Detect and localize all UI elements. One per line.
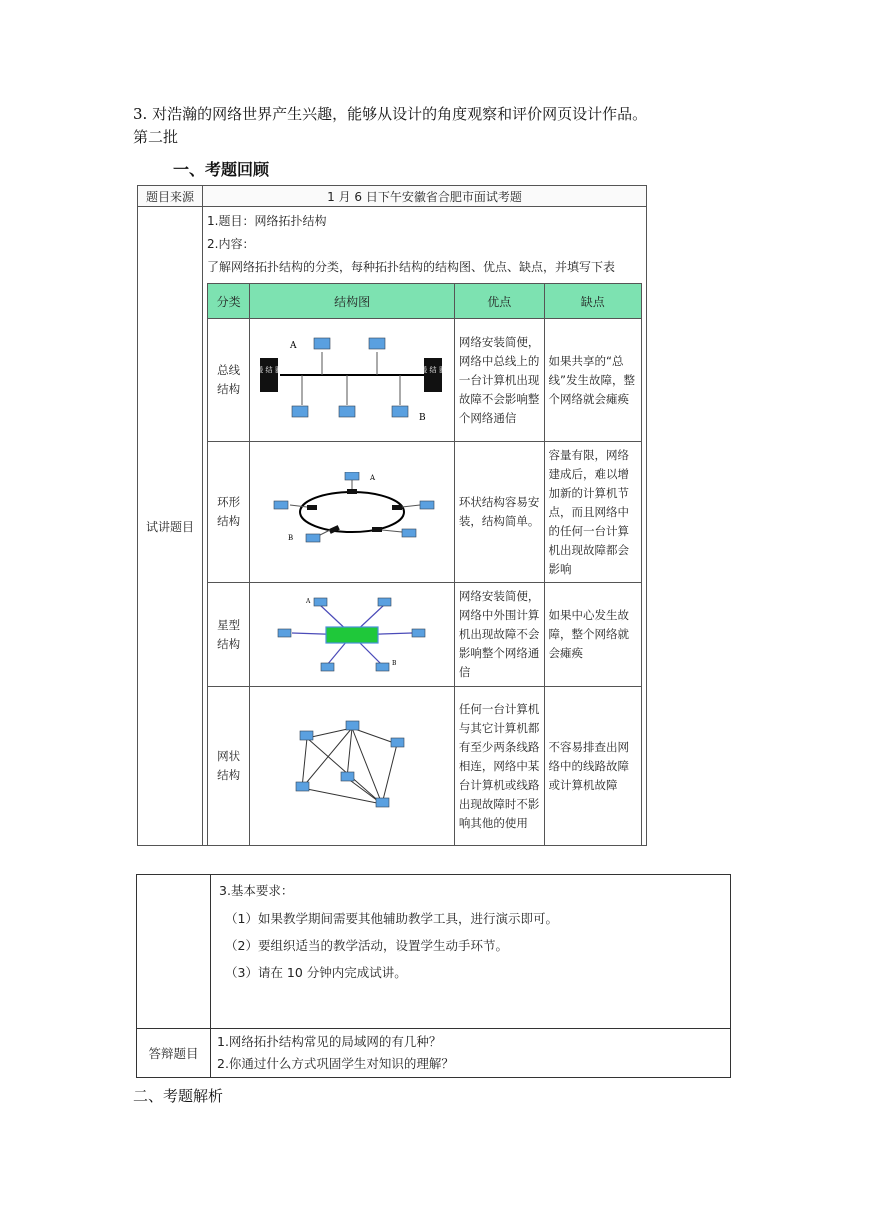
topology-row-mesh: [208, 687, 642, 846]
bus-label-a: A: [290, 341, 297, 351]
star-name-line2: 结构: [217, 636, 241, 651]
ring-label-a: A: [370, 474, 376, 482]
ring-name: [208, 442, 250, 583]
star-label-a: A: [306, 597, 311, 605]
defense-questions: [211, 1029, 731, 1078]
ring-name-line2: 结构: [217, 514, 241, 528]
topology-table: [207, 283, 642, 846]
topology-header-row: [208, 284, 642, 319]
batch-label: 第二批: [133, 128, 179, 146]
mesh-topology-diagram: [252, 716, 452, 816]
ring-pros: 环状结构容易安装，结构简单。: [454, 442, 544, 583]
bus-cons: 如果共享的“总线”发生故障，整个网络就会瘫痪: [544, 319, 641, 442]
requirements-row: [137, 875, 731, 1029]
ring-name-line1: 环形: [217, 495, 241, 509]
requirement-item-1: （1）如果教学期间需要其他辅助教学工具，进行演示即可。: [225, 911, 558, 926]
star-diagram-cell: [250, 583, 455, 687]
mesh-pros: 任何一台计算机与其它计算机都有至少两条线路相连，网络中某台计算机或线路出现故障时不影响其他的使用: [454, 687, 544, 846]
star-label-b: B: [392, 659, 397, 667]
mesh-cons: 不容易排查出网络中的线路故障或计算机故障: [544, 687, 641, 846]
repeater-left-label: 缓 结 器: [256, 366, 282, 374]
defense-question-2: 2.你通过什么方式巩固学生对知识的理解？: [217, 1056, 454, 1071]
source-label: 题目来源: [138, 186, 203, 207]
star-name: [208, 583, 250, 687]
header-pros: 优点: [454, 284, 544, 319]
section-title-exam-review: 一、考题回顾: [173, 160, 270, 179]
bus-name-line1: 总线: [217, 363, 241, 377]
intro-objective-3: 3. 对浩瀚的网络世界产生兴趣，能够从设计的角度观察和评价网页设计作品。: [133, 105, 648, 123]
repeater-right-label: 缓 结 器: [420, 366, 446, 374]
lecture-label: 试讲题目: [138, 207, 203, 846]
bus-label-b: B: [419, 413, 426, 423]
bus-name: [208, 319, 250, 442]
bus-name-line2: 结构: [217, 382, 241, 396]
source-value: 1 月 6 日下午安徽省合肥市面试考题: [203, 186, 647, 207]
mesh-name-line2: 结构: [217, 768, 241, 782]
ring-topology-diagram: [252, 472, 452, 552]
bus-topology-diagram: [252, 330, 452, 430]
star-topology-diagram: [252, 595, 452, 675]
bus-pros: 网络安装简便，网络中总线上的一台计算机出现故障不会影响整个网络通信: [454, 319, 544, 442]
ring-diagram-cell: [250, 442, 455, 583]
content-label: 2.内容：: [207, 237, 255, 251]
requirements-cell: [211, 875, 731, 1029]
star-name-line1: 星型: [217, 617, 241, 632]
lecture-row: [138, 207, 647, 846]
ring-label-b: B: [288, 534, 294, 542]
star-cons: 如果中心发生故障，整个网络就会瘫痪: [544, 583, 641, 687]
header-cons: 缺点: [544, 284, 641, 319]
requirements-table: [136, 874, 731, 1078]
bus-diagram-cell: [250, 319, 455, 442]
topology-row-bus: [208, 319, 642, 442]
topic-line: 1.题目：网络拓扑结构: [207, 214, 327, 228]
requirement-item-3: （3）请在 10 分钟内完成试讲。: [225, 965, 407, 980]
mesh-name-line1: 网状: [217, 749, 241, 763]
requirements-label-empty: [137, 875, 211, 1029]
exam-question-table: [137, 185, 647, 846]
defense-row: [137, 1029, 731, 1078]
requirements-title: 3.基本要求：: [219, 883, 294, 898]
star-pros: 网络安装简便，网络中外围计算机出现故障不会影响整个网络通信: [454, 583, 544, 687]
requirement-item-2: （2）要组织适当的教学活动，设置学生动手环节。: [225, 938, 508, 953]
mesh-name: [208, 687, 250, 846]
defense-label: 答辩题目: [137, 1029, 211, 1078]
defense-question-1: 1.网络拓扑结构常见的局域网的有几种？: [217, 1034, 442, 1049]
mesh-diagram-cell: [250, 687, 455, 846]
source-row: [138, 186, 647, 207]
header-diagram: 结构图: [250, 284, 455, 319]
lecture-content: [203, 207, 647, 846]
topology-row-ring: [208, 442, 642, 583]
section-title-analysis: 二、考题解析: [133, 1087, 224, 1105]
header-category: 分类: [208, 284, 250, 319]
ring-cons: 容量有限，网络建成后，难以增加新的计算机节点，而且网络中的任何一台计算机出现故障都会影响: [544, 442, 641, 583]
instruction-line: 了解网络拓扑结构的分类，每种拓扑结构的结构图、优点、缺点，并填写下表: [207, 260, 616, 274]
topology-row-star: [208, 583, 642, 687]
